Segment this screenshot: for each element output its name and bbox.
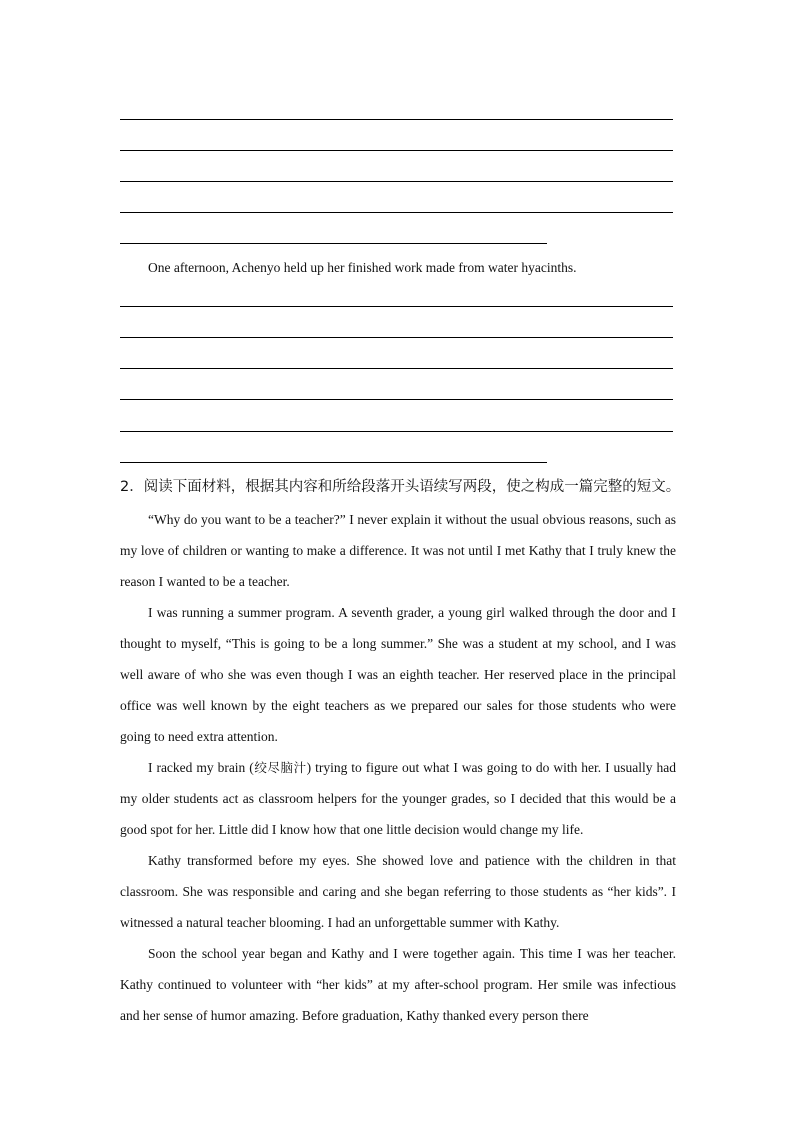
answer-line [120,119,673,120]
passage-paragraph: Soon the school year began and Kathy and I were together again. This time I was her teacher. Kathy continued to volunteer with “her kids” at my after-school program. Her smile was infectious and her sense of humor amazing. Before graduation, Kathy thanked every person there [120,946,676,1023]
answer-line [120,243,547,244]
answer-line [120,431,673,432]
answer-line [120,399,673,400]
passage-text: ) trying to figure out what I was going to do with her. I usually had my older students act as classroom helpers for the younger grades, so I decided that this would be a good spot for her. Little did I know how that one little decision would change my life. [120,760,676,837]
question-number: 2． [120,479,144,495]
answer-line [120,181,673,182]
passage-paragraph: “Why do you want to be a teacher?” I never explain it without the usual obvious reasons, such as my love of children or wanting to make a difference. It was not until I met Kathy that I truly knew the reason I wanted to be a teacher. [120,512,676,589]
passage-paragraph: I was running a summer program. A seventh grader, a young girl walked through the door and I thought to myself, “This is going to be a long summer.” She was a student at my school, and I was well aware of who she was even though I was an eighth teacher. Her reserved place in the principal office was well known by the eight teachers as we prepared our sales for those students who were going to need extra attention. [120,605,676,744]
passage-text: I racked my brain ( [148,760,254,775]
answer-line [120,212,673,213]
question-instruction: 阅读下面材料，根据其内容和所给段落开头语续写两段，使之构成一篇完整的短文。 [143,479,681,495]
chinese-gloss: 绞尽脑汁 [253,760,307,775]
passage-paragraph [120,752,676,845]
answer-line [120,368,673,369]
paragraph-opening-prompt: One afternoon, Achenyo held up her finished work made from water hyacinths. [148,260,577,275]
answer-line [120,337,673,338]
reading-passage [120,504,676,1031]
passage-paragraph: Kathy transformed before my eyes. She showed love and patience with the children in that classroom. She was responsible and caring and she began referring to those students as “her kids”. I witnessed a natural teacher blooming. I had an unforgettable summer with Kathy. [120,853,676,930]
question-heading [120,476,680,498]
answer-line [120,150,673,151]
answer-line [120,306,673,307]
answer-line [120,462,547,463]
